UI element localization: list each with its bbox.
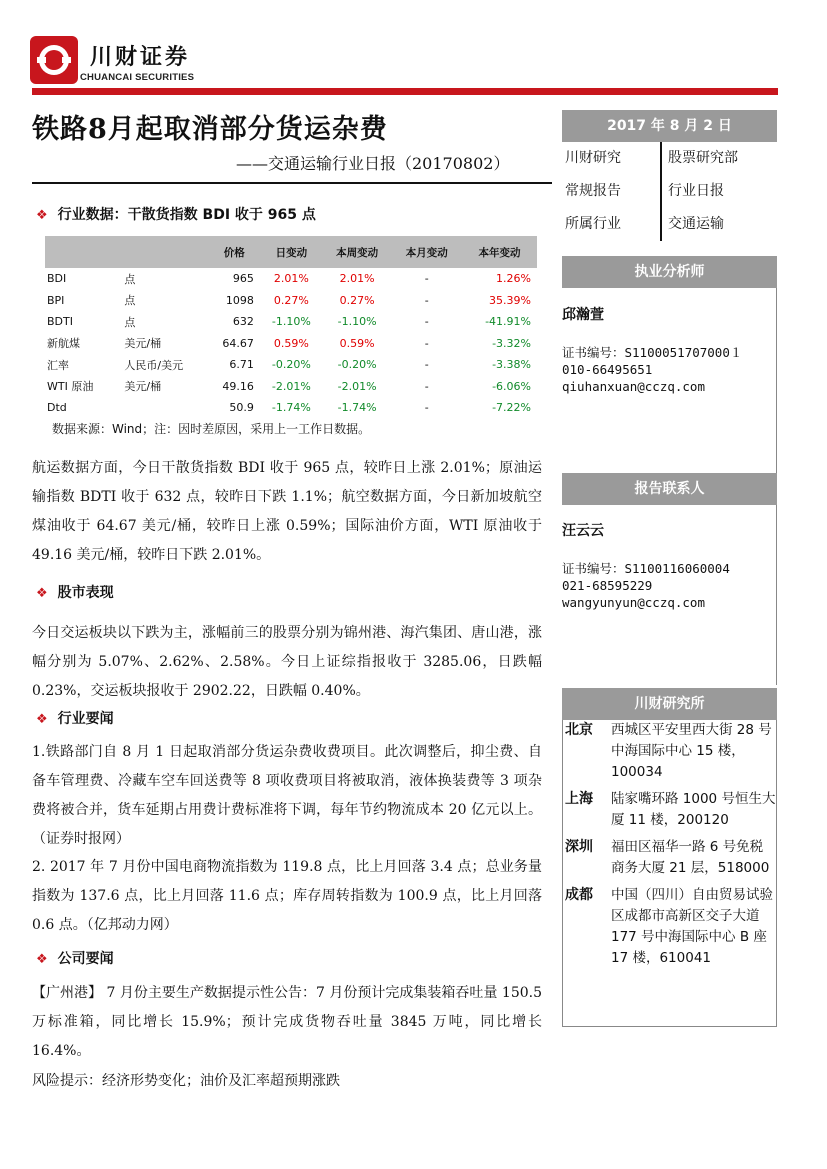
section-heading-stock xyxy=(36,582,114,602)
section-heading-text: 行业要闻 xyxy=(57,711,114,727)
analyst-heading: 执业分析师 xyxy=(562,256,777,288)
table-header-row xyxy=(45,236,537,268)
contact-phone: 021-68595229 xyxy=(562,578,653,593)
address-shanghai: 上海 陆家嘴环路 1000 号恒生大厦 11 楼，200120 xyxy=(565,791,776,828)
table-row: BDTI 点 632 -1.10% -1.10% - -41.91% xyxy=(47,315,531,329)
meta-row: 川财研究 股票研究部 xyxy=(562,142,777,175)
section-heading-company-news xyxy=(36,948,114,968)
analyst-name: 邱瀚萱 xyxy=(562,307,604,323)
analyst-email: qiuhanxuan@cczq.com xyxy=(562,379,705,394)
diamond-bullet-icon: ❖ xyxy=(36,712,48,727)
meta-row: 所属行业 交通运输 xyxy=(562,208,777,241)
title-divider xyxy=(32,182,552,184)
contact-email: wangyunyun@cczq.com xyxy=(562,595,705,610)
section-heading-industry-news xyxy=(36,708,114,728)
company-news-paragraph: 【广州港】 7 月份主要生产数据提示性公告：7 月份预计完成集装箱吞吐量 150.5 万标准箱，同比增长 15.9%；预计完成货物吞吐量 3845 万吨，同比增长 16.4%。 xyxy=(32,985,542,1059)
diamond-bullet-icon: ❖ xyxy=(36,952,48,967)
analyst-info xyxy=(562,304,777,395)
table-row: BDI 点 965 2.01% 2.01% - 1.26% xyxy=(47,272,531,286)
contact-cert: 证书编号：S1100116060004 xyxy=(562,561,730,576)
industry-news-item-2: 2. 2017 年 7 月份中国电商物流指数为 119.8 点，比上月回落 3.4 点；总业务量指数为 137.6 点，比上月回落 11.6 点；库存周转指数为 100.9 点，比上月回落 0.6 点。（亿邦动力网） xyxy=(32,859,542,933)
diamond-bullet-icon: ❖ xyxy=(36,586,48,601)
report-subtitle: ——交通运输行业日报（20170802） xyxy=(236,154,510,173)
diamond-bullet-icon: ❖ xyxy=(36,208,48,223)
risk-warning: 风险提示：经济形势变化；油价及汇率超预期涨跌 xyxy=(32,1073,340,1089)
section-heading-industry-data xyxy=(36,204,316,224)
column-header: 本周变动 xyxy=(323,236,392,268)
section-heading-text: 股市表现 xyxy=(57,585,114,601)
address-shenzhen: 深圳 福田区福华一路 6 号免税商务大厦 21 层，518000 xyxy=(565,839,770,876)
industry-news-item-1: 1.铁路部门自 8 月 1 日起取消部分货运杂费收费项目。此次调整后，抑尘费、自备车管理费、冷藏车空车回送费等 8 项收费项目将被取消，液体换装费等 3 项杂费将被合并，货车延期占用费计费标准将下调，每年节约物流成本 20 亿元以上。（证券时报网） xyxy=(32,744,542,847)
section-heading-text: 行业数据：干散货指数 BDI 收于 965 点 xyxy=(57,207,316,223)
analyst-phone: 010-66495651 xyxy=(562,362,653,377)
header-bar xyxy=(32,88,778,95)
address-box xyxy=(562,720,777,1027)
table-row: 新航煤 美元/桶 64.67 0.59% 0.59% - -3.32% xyxy=(47,336,531,351)
column-header: 价格 xyxy=(209,236,260,268)
logo-text: 川财证券 xyxy=(90,45,191,70)
column-header: 日变动 xyxy=(260,236,323,268)
report-meta xyxy=(562,142,777,241)
table-row: Dtd 50.9 -1.74% -1.74% - -7.22% xyxy=(47,401,531,415)
address-chengdu: 成都 中国（四川）自由贸易试验区成都市高新区交子大道 177 号中海国际中心 B 座 17 楼，610041 xyxy=(565,887,773,966)
address-beijing: 北京 西城区平安里西大街 28 号中海国际中心 15 楼，100034 xyxy=(565,722,772,780)
logo-text-en: CHUANCAI SECURITIES xyxy=(80,72,195,83)
table-row: BPI 点 1098 0.27% 0.27% - 35.39% xyxy=(47,293,531,308)
report-date: 2017 年 8 月 2 日 xyxy=(562,110,777,142)
column-header: 本月变动 xyxy=(391,236,462,268)
contact-name: 汪云云 xyxy=(562,523,604,539)
institute-heading: 川财研究所 xyxy=(562,688,777,720)
market-data-table xyxy=(45,236,537,419)
logo-icon xyxy=(30,36,78,84)
table-row: 汇率 人民币/美元 6.71 -0.20% -0.20% - -3.38% xyxy=(47,358,531,372)
report-title: 铁路8月起取消部分货运杂费 xyxy=(32,114,388,145)
contact-heading: 报告联系人 xyxy=(562,473,777,505)
contact-info xyxy=(562,520,777,611)
table-source-note: 数据来源：Wind；注：因时差原因，采用上一工作日数据。 xyxy=(52,422,371,436)
industry-data-paragraph: 航运数据方面，今日干散货指数 BDI 收于 965 点，较昨日上涨 2.01%；原油运输指数 BDTI 收于 632 点，较昨日下跌 1.1%；航空数据方面，今日新加坡航空煤油收于 64.67 美元/桶，较昨日上涨 0.59%；国际油价方面，WTI 原油收于 49.16 美元/桶，较昨日下跌 2.01%。 xyxy=(32,460,542,563)
table-row: WTI 原油 美元/桶 49.16 -2.01% -2.01% - -6.06% xyxy=(47,379,531,394)
stock-paragraph: 今日交运板块以下跌为主，涨幅前三的股票分别为锦州港、海汽集团、唐山港，涨幅分别为 5.07%、2.62%、2.58%。今日上证综指报收于 3285.06，日跌幅 0.23%，交运板块报收于 2902.22，日跌幅 0.40%。 xyxy=(32,625,542,699)
section-heading-text: 公司要闻 xyxy=(57,951,114,967)
column-header: 本年变动 xyxy=(462,236,537,268)
analyst-cert: 证书编号：S1100051707000１ xyxy=(562,345,743,360)
meta-row: 常规报告 行业日报 xyxy=(562,175,777,208)
